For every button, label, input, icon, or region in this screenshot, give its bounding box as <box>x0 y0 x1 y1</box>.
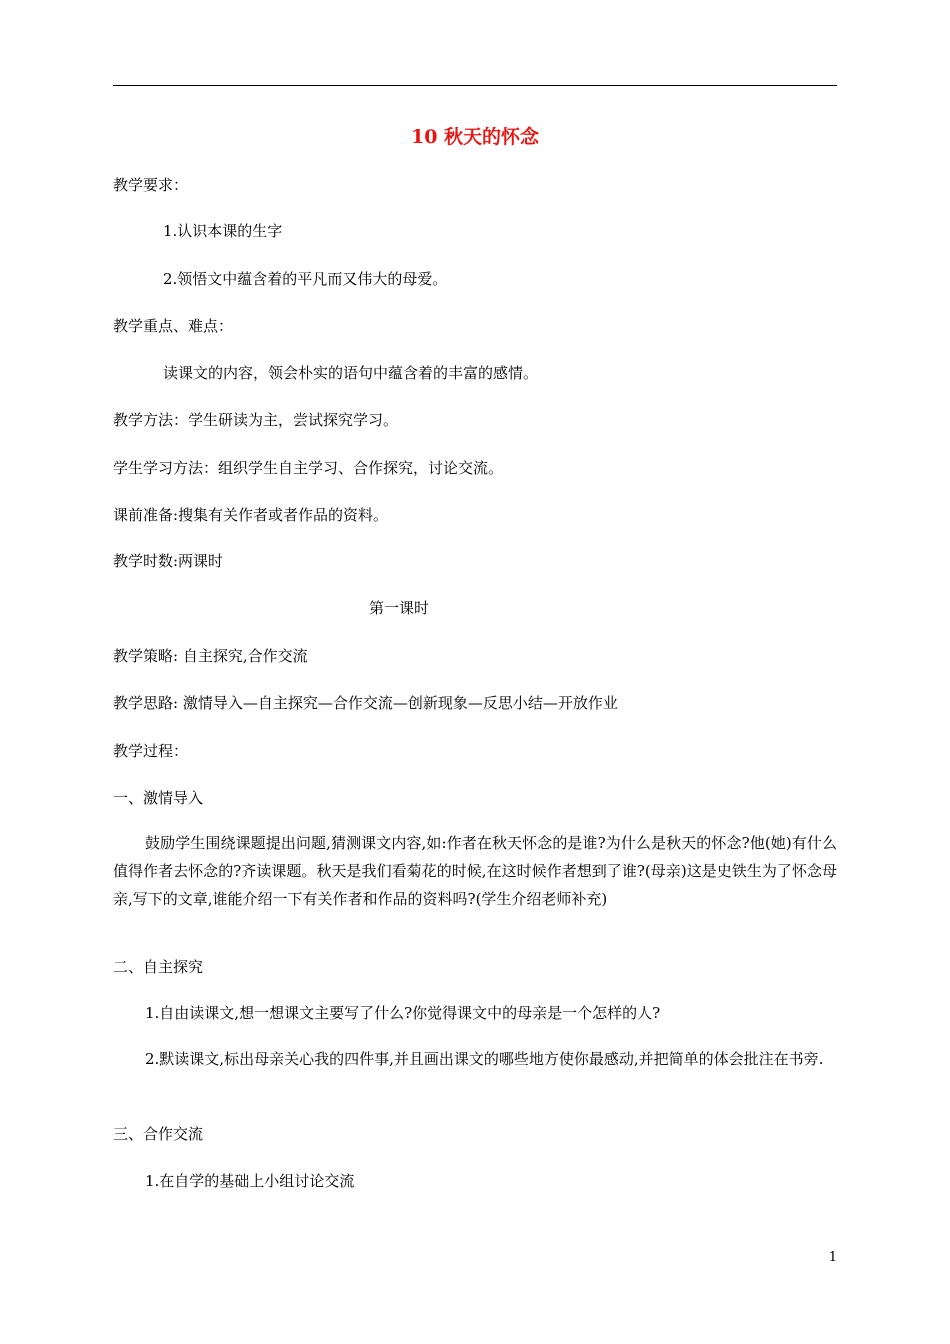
teaching-hours: 教学时数:两课时 <box>113 552 224 570</box>
teaching-strategy: 教学策略: 自主探究,合作交流 <box>113 647 308 665</box>
key-points-body: 读课文的内容，领会朴实的语句中蕴含着的丰富的感情。 <box>163 364 539 382</box>
key-points-heading: 教学重点、难点： <box>113 317 234 335</box>
requirement-item-2: 2.领悟文中蕴含着的平凡而又伟大的母爱。 <box>163 270 448 288</box>
section-1-paragraph: 鼓励学生围绕课题提出问题,猜测课文内容,如:作者在秋天怀念的是谁?为什么是秋天的怀念?他(她)有什么值得作者去怀念的?齐读课题。秋天是我们看菊花的时候,在这时候作者想到了谁?(母亲)这是史铁生为了怀念母亲,写下的文章,谁能介绍一下有关作者和作品的资料吗?(学生介绍老师补充) <box>113 834 837 908</box>
study-method: 学生学习方法：组织学生自主学习、合作探究，讨论交流。 <box>113 459 504 477</box>
section-3-heading: 三、合作交流 <box>113 1125 204 1143</box>
section-2-item-1: 1.自由读课文,想一想课文主要写了什么?你觉得课文中的母亲是一个怎样的人? <box>145 1004 661 1022</box>
requirements-heading: 教学要求： <box>113 176 189 194</box>
section-3-item-1: 1.在自学的基础上小组讨论交流 <box>145 1172 355 1190</box>
preparation: 课前准备:搜集有关作者或者作品的资料。 <box>113 506 389 524</box>
teaching-method: 教学方法：学生研读为主，尝试探究学习。 <box>113 411 399 429</box>
lesson-heading: 第一课时 <box>368 599 429 617</box>
process-heading: 教学过程： <box>113 742 189 760</box>
header-rule <box>113 85 837 86</box>
document-title: 10 秋天的怀念 <box>410 126 540 148</box>
page-number: 1 <box>828 1250 837 1265</box>
teaching-approach: 教学思路: 激情导入—自主探究—合作交流—创新现象—反思小结—开放作业 <box>113 694 618 712</box>
section-1-heading: 一、激情导入 <box>113 789 204 807</box>
section-2-item-2: 2.默读课文,标出母亲关心我的四件事,并且画出课文的哪些地方使你最感动,并把简单的体会批注在书旁. <box>145 1050 824 1068</box>
section-2-heading: 二、自主探究 <box>113 958 204 976</box>
requirement-item-1: 1.认识本课的生字 <box>163 222 283 240</box>
